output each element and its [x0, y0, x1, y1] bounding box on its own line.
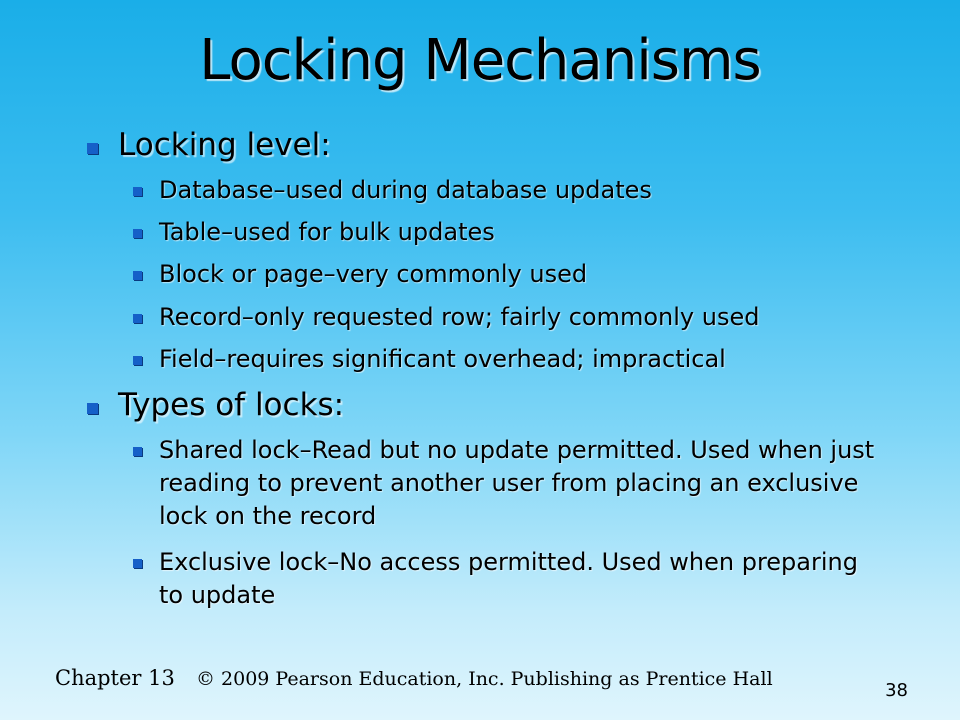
- list-item: Block or page–very commonly used: [159, 260, 588, 288]
- list-item: Shared lock–Read but no update permitted. Used when just reading to prevent another user from placing an exclusive lock on the record: [159, 436, 875, 530]
- footer-copyright: © 2009 Pearson Education, Inc. Publishing as Prentice Hall: [196, 668, 773, 690]
- list-item: Database–used during database updates: [159, 176, 652, 204]
- list-item: Record–only requested row; fairly commonly used: [159, 303, 760, 331]
- bullet-square-icon: [133, 314, 142, 323]
- bullet-square-icon: [87, 403, 98, 414]
- list-item: Table–used for bulk updates: [159, 218, 495, 246]
- bullet-square-icon: [133, 229, 142, 238]
- page-number: 38: [885, 680, 908, 701]
- list-item: Field–requires significant overhead; impractical: [159, 345, 726, 373]
- section-heading-types-of-locks: Types of locks:: [118, 387, 345, 423]
- bullet-square-icon: [133, 356, 142, 365]
- slide-title: Locking Mechanisms: [199, 28, 761, 93]
- bullet-square-icon: [133, 187, 142, 196]
- section-heading-locking-level: Locking level:: [118, 127, 331, 163]
- bullet-square-icon: [133, 559, 142, 568]
- footer-chapter: Chapter 13: [55, 666, 175, 690]
- bullet-square-icon: [133, 271, 142, 280]
- bullet-square-icon: [133, 447, 142, 456]
- bullet-square-icon: [87, 143, 98, 154]
- list-item: Exclusive lock–No access permitted. Used when preparing to update: [159, 548, 858, 609]
